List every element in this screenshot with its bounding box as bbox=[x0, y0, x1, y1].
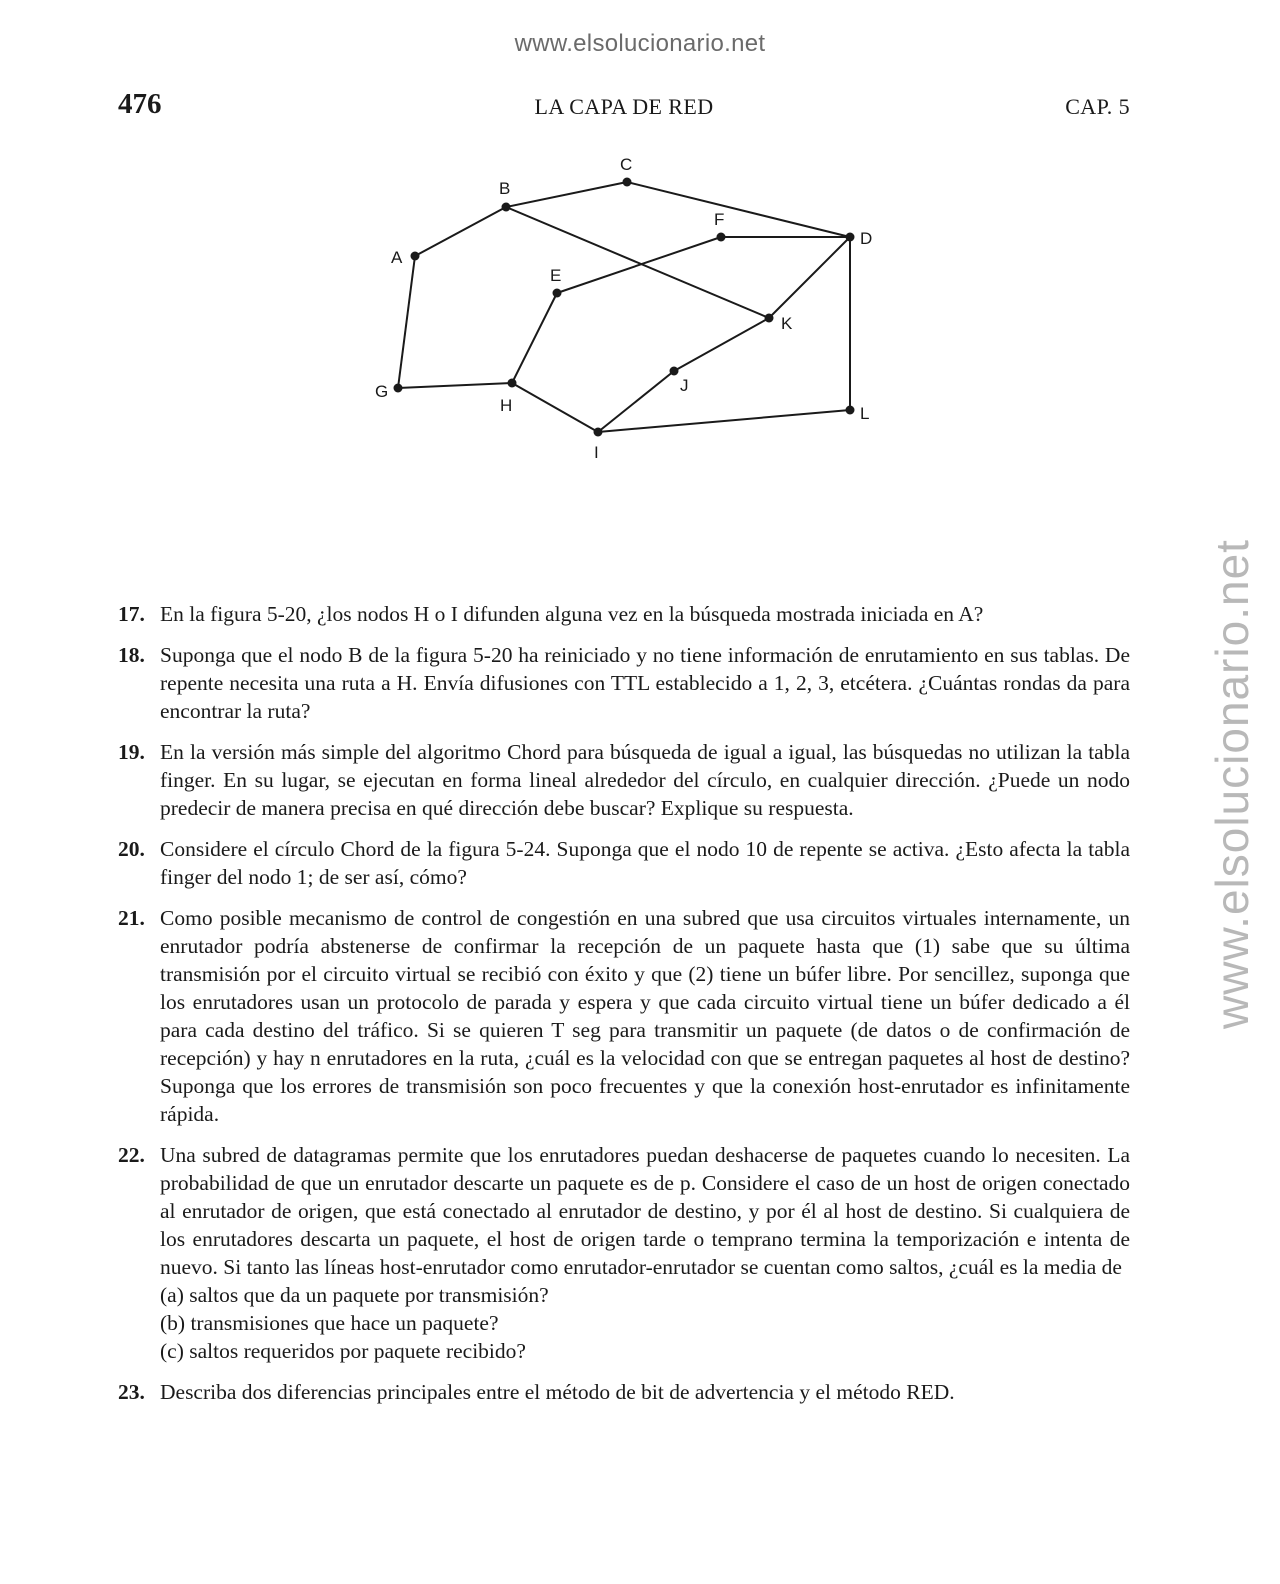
question-subitem-a: (a) saltos que da un paquete por transmisión? bbox=[160, 1283, 549, 1307]
question-text: Suponga que el nodo B de la figura 5-20 ha reiniciado y no tiene información de enrutamiento en sus tablas. De repente necesita una ruta a H. Envía difusiones con TTL establecido a 1, 2, 3, etcétera. ¿Cuántas rondas da para encontrar la ruta? bbox=[160, 643, 1130, 723]
edge-a-b bbox=[415, 207, 506, 256]
chapter-label: CAP. 5 bbox=[1065, 94, 1130, 119]
edge-h-i bbox=[512, 383, 598, 432]
node-label-g: G bbox=[375, 382, 389, 401]
edge-a-g bbox=[398, 256, 415, 388]
question-subitem-b: (b) transmisiones que hace un paquete? bbox=[160, 1311, 499, 1335]
watermark-top: www.elsolucionario.net bbox=[514, 30, 766, 57]
node-label-a: A bbox=[391, 248, 403, 267]
watermark-side-text: www.elsolucionario.net bbox=[1206, 539, 1258, 1029]
question-21 bbox=[118, 904, 1130, 1128]
question-17 bbox=[118, 600, 1130, 628]
question-18 bbox=[118, 641, 1130, 725]
question-text: Una subred de datagramas permite que los enrutadores puedan deshacerse de paquetes cuando lo necesiten. La probabilidad de que un enrutador descarte un paquete es de p. Considere el caso de un host de origen conectado al enrutador de origen, que está conectado al enrutador de destino, y por él al host de destino. Si cualquiera de los enrutadores descarta un paquete, el host de origen tarde o temprano termina la temporización e intenta de nuevo. Si tanto las líneas host-enrutador como enrutador-enrutador se cuentan como saltos, ¿cuál es la media de bbox=[160, 1143, 1130, 1279]
edge-c-d bbox=[627, 182, 850, 237]
edge-j-k bbox=[674, 318, 769, 371]
question-number: 18. bbox=[118, 643, 145, 667]
page-number: 476 bbox=[118, 88, 162, 120]
node-a bbox=[411, 252, 420, 261]
question-23 bbox=[118, 1378, 1130, 1406]
edge-b-c bbox=[506, 182, 627, 207]
node-k bbox=[765, 314, 774, 323]
running-title: LA CAPA DE RED bbox=[534, 94, 714, 119]
node-b bbox=[502, 203, 511, 212]
question-22 bbox=[118, 1141, 1130, 1365]
edge-d-k bbox=[769, 237, 850, 318]
node-f bbox=[717, 233, 726, 242]
question-19 bbox=[118, 738, 1130, 822]
node-label-h: H bbox=[500, 396, 513, 415]
edge-i-j bbox=[598, 371, 674, 432]
network-figure bbox=[0, 0, 1280, 480]
node-label-j: J bbox=[680, 376, 689, 395]
node-d bbox=[846, 233, 855, 242]
node-e bbox=[553, 289, 562, 298]
node-c bbox=[623, 178, 632, 187]
question-number: 20. bbox=[118, 837, 145, 861]
edge-e-f bbox=[557, 237, 721, 293]
question-20 bbox=[118, 835, 1130, 891]
question-number: 23. bbox=[118, 1380, 145, 1404]
question-number: 19. bbox=[118, 740, 145, 764]
node-label-l: L bbox=[860, 404, 870, 423]
node-l bbox=[846, 406, 855, 415]
node-label-c: C bbox=[620, 155, 633, 174]
edge-b-k bbox=[506, 207, 769, 318]
node-label-i: I bbox=[594, 443, 599, 462]
node-h bbox=[508, 379, 517, 388]
node-label-e: E bbox=[550, 266, 562, 285]
question-text: Considere el círculo Chord de la figura 5-24. Suponga que el nodo 10 de repente se activa. ¿Esto afecta la tabla finger del nodo 1; de ser así, cómo? bbox=[160, 837, 1130, 889]
question-number: 17. bbox=[118, 602, 145, 626]
node-g bbox=[394, 384, 403, 393]
question-text: Como posible mecanismo de control de congestión en una subred que usa circuitos virtuales internamente, un enrutador podría abstenerse de confirmar la recepción de un paquete hasta que (1) sabe que su última transmisión por el circuito virtual se recibió con éxito y que (2) tiene un búfer libre. Por sencillez, suponga que los enrutadores usan un protocolo de parada y espera y que cada circuito virtual tiene un búfer dedicado a él para cada destino del tráfico. Si se quieren T seg para transmitir un paquete (de datos o de confirmación de recepción) y hay n enrutadores en la ruta, ¿cuál es la velocidad con que se entregan paquetes al host de destino? Suponga que los errores de transmisión son poco frecuentes y que la conexión host-enrutador es infinitamente rápida. bbox=[160, 906, 1130, 1126]
node-label-b: B bbox=[499, 179, 511, 198]
question-text: En la versión más simple del algoritmo Chord para búsqueda de igual a igual, las búsquedas no utilizan la tabla finger. En su lugar, se ejecutan en forma lineal alrededor del círculo, en cualquier dirección. ¿Puede un nodo predecir de manera precisa en qué dirección debe buscar? Explique su respuesta. bbox=[160, 740, 1130, 820]
question-text: En la figura 5-20, ¿los nodos H o I difunden alguna vez en la búsqueda mostrada iniciada en A? bbox=[160, 602, 984, 626]
node-i bbox=[594, 428, 603, 437]
node-label-f: F bbox=[714, 210, 725, 229]
question-list bbox=[118, 600, 1130, 1419]
question-subitem-c: (c) saltos requeridos por paquete recibido? bbox=[160, 1339, 526, 1363]
question-number: 21. bbox=[118, 906, 145, 930]
edge-h-e bbox=[512, 293, 557, 383]
node-label-d: D bbox=[860, 229, 873, 248]
node-label-k: K bbox=[781, 314, 793, 333]
question-number: 22. bbox=[118, 1143, 145, 1167]
edge-g-h bbox=[398, 383, 512, 388]
edge-i-l bbox=[598, 410, 850, 432]
question-text: Describa dos diferencias principales entre el método de bit de advertencia y el método RED. bbox=[160, 1380, 955, 1404]
node-j bbox=[670, 367, 679, 376]
